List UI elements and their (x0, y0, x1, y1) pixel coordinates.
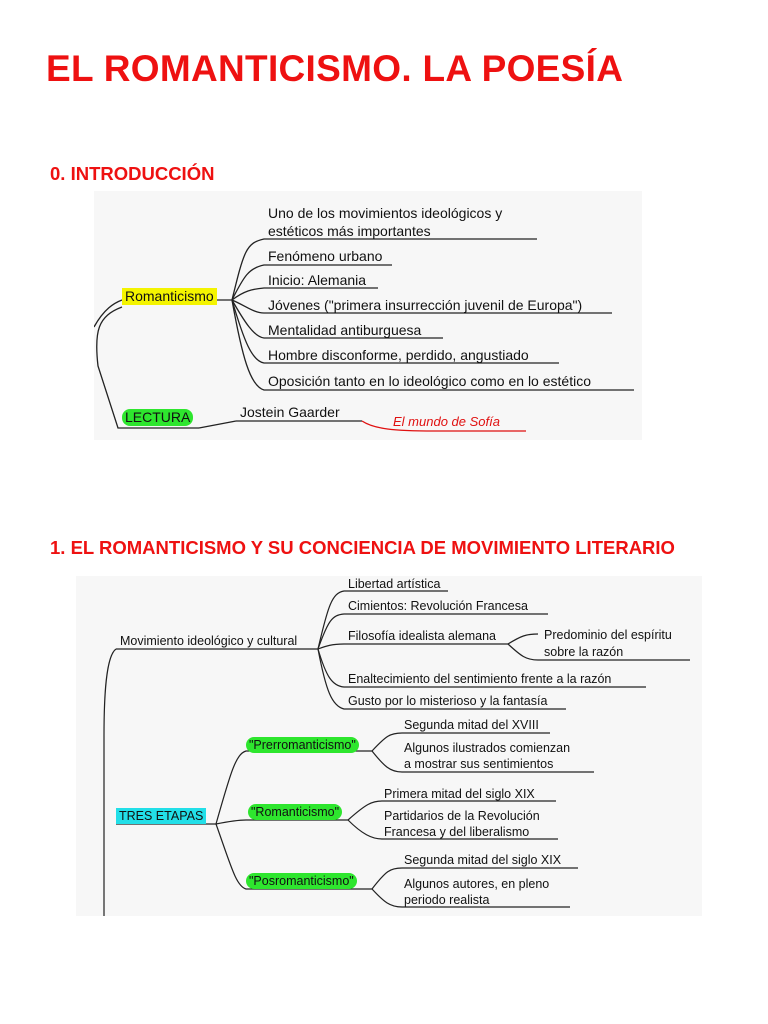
stages-node: TRES ETAPAS (116, 808, 206, 824)
lectura-book: El mundo de Sofía (393, 414, 500, 429)
stage-detail: Francesa y del liberalismo (384, 825, 530, 839)
sub-item: Predominio del espíritu (544, 628, 672, 642)
stage-detail: Segunda mitad del XVIII (404, 718, 539, 732)
mind-map-introduccion (94, 191, 642, 440)
root-node-movimiento: Movimiento ideológico y cultural (120, 634, 298, 648)
stage-detail: Primera mitad del siglo XIX (384, 787, 535, 801)
stage-detail: periodo realista (404, 893, 490, 907)
branch-item: Enaltecimiento del sentimiento frente a la razón (348, 672, 612, 686)
stage-node: "Prerromanticismo" (246, 737, 359, 753)
branch-item: Oposición tanto en lo ideológico como en lo estético (268, 373, 591, 389)
branch-item: Mentalidad antiburguesa (268, 322, 422, 338)
stage-detail: Partidarios de la Revolución (384, 809, 540, 823)
lectura-node: LECTURA (122, 409, 193, 426)
stage-detail: Algunos ilustrados comienzan (404, 741, 571, 755)
branch-item: Hombre disconforme, perdido, angustiado (268, 347, 529, 363)
section-heading-movimiento: 1. EL ROMANTICISMO Y SU CONCIENCIA DE MOVIMIENTO LITERARIO (50, 537, 675, 558)
branch-item: Filosofía idealista alemana (348, 629, 496, 643)
section-heading-introduccion: 0. INTRODUCCIÓN (50, 163, 215, 184)
stage-detail: a mostrar sus sentimientos (404, 757, 554, 771)
branch-item: Gusto por lo misterioso y la fantasía (348, 694, 548, 708)
mind-map-movimiento (76, 576, 702, 916)
lectura-author: Jostein Gaarder (240, 404, 340, 420)
page-title: EL ROMANTICISMO. LA POESÍA (46, 48, 624, 89)
sub-item: sobre la razón (544, 645, 624, 659)
branch-item: estéticos más importantes (268, 223, 431, 239)
branch-item: Inicio: Alemania (268, 272, 367, 288)
stage-node: "Romanticismo" (248, 804, 342, 820)
branch-item: Cimientos: Revolución Francesa (348, 599, 528, 613)
branch-item: Libertad artística (348, 577, 441, 591)
stage-node: "Posromanticismo" (246, 873, 357, 889)
stage-detail: Algunos autores, en pleno (404, 877, 550, 891)
branch-item: Uno de los movimientos ideológicos y (268, 205, 503, 221)
branch-item: Jóvenes ("primera insurrección juvenil de Europa") (268, 297, 583, 313)
stage-detail: Segunda mitad del siglo XIX (404, 853, 562, 867)
root-node-romanticismo: Romanticismo (122, 288, 217, 305)
branch-item: Fenómeno urbano (268, 248, 383, 264)
